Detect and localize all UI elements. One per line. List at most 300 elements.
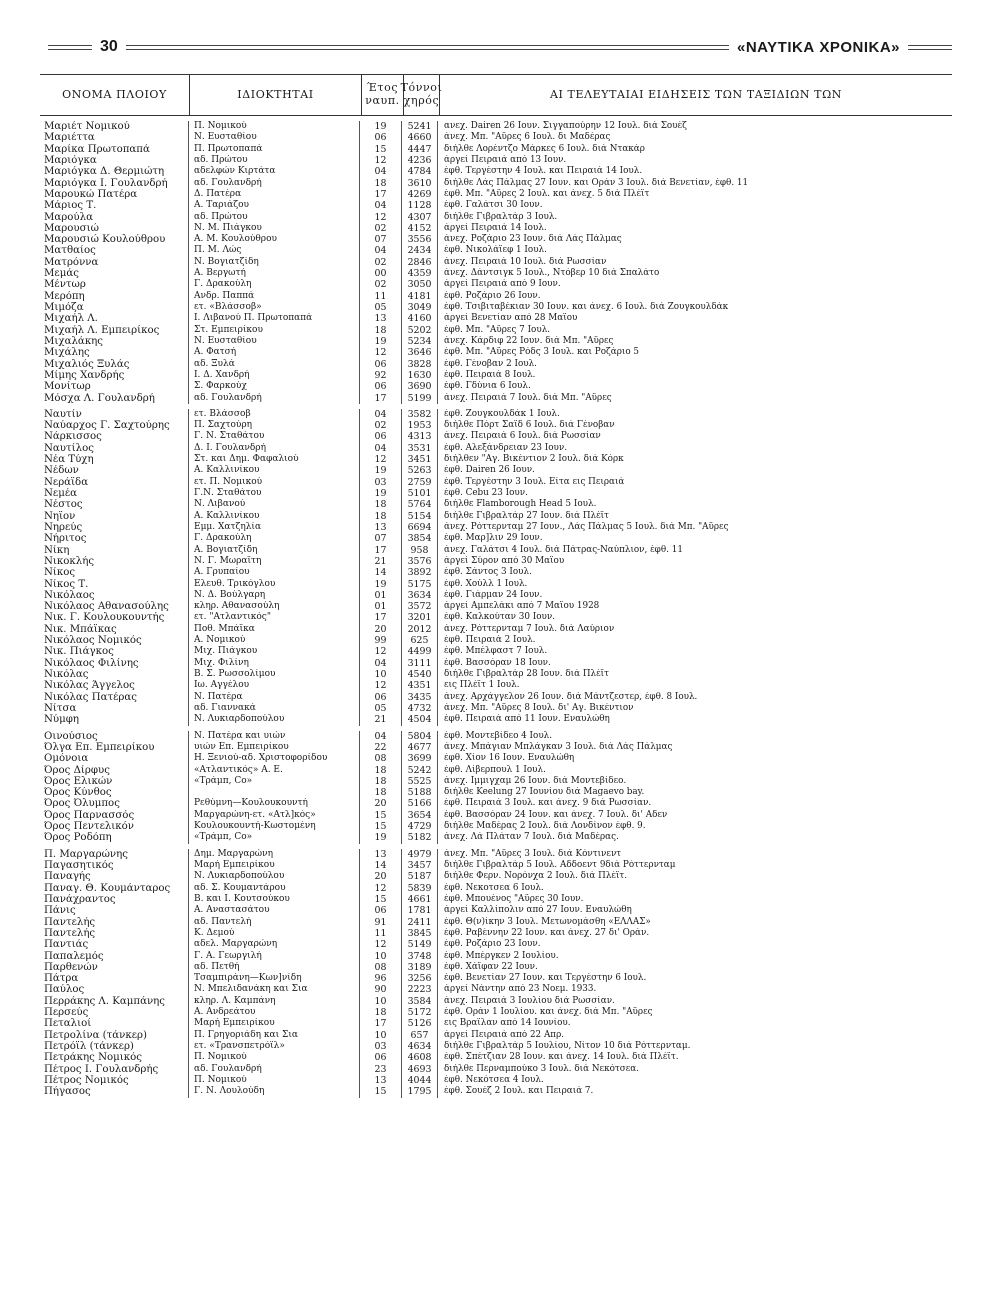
ship-name: Μόσχα Λ. Γουλανδρή — [40, 393, 189, 404]
year-built: 14 — [360, 860, 402, 871]
tonnage: 5188 — [402, 787, 438, 798]
year-built: 03 — [360, 477, 402, 488]
table-row — [40, 477, 952, 488]
latest-news: διήλθε Περναμπούκο 3 Ιουλ. διά Νεκότσεα. — [444, 1063, 640, 1074]
tonnage: 3584 — [402, 996, 438, 1007]
ship-name: Μαρουσιώ Κουλούθρου — [40, 234, 189, 245]
owner: Κ. Δεμού — [189, 928, 360, 939]
latest-news: έφθ. Τεργέστην 4 Ιουλ. και Πειραιά 14 Ιουλ. — [444, 166, 643, 177]
table-row — [40, 860, 952, 871]
table-row — [40, 692, 952, 703]
year-built: 17 — [360, 1018, 402, 1029]
table-row — [40, 268, 952, 279]
ship-name: Μαριέττα — [40, 132, 189, 143]
table-row — [40, 245, 952, 256]
year-built: 12 — [360, 454, 402, 465]
ship-name: Νίκη — [40, 545, 189, 556]
ship-name: Περράκης Λ. Καμπάνης — [40, 996, 189, 1007]
ship-name: Νηϊον — [40, 511, 189, 522]
ship-name: Όρος Κύνθος — [40, 787, 189, 798]
owner: Μαρή Εμπειρίκου — [189, 860, 360, 871]
owner: Γ. Ν. Λουλούδη — [189, 1086, 360, 1097]
latest-news: έφθ. Θ(ν)ίκην 3 Ιουλ. Μετωνομάσθη «ΕΛΛΑΣ» — [444, 916, 651, 927]
year-built: 10 — [360, 996, 402, 1007]
tonnage: 3435 — [402, 692, 438, 703]
year-built: 21 — [360, 714, 402, 725]
ship-name: Νικόλας Άγγελος — [40, 680, 189, 691]
tonnage: 4499 — [402, 646, 438, 657]
latest-news: άνεχ. Πειραιά 10 Ιουλ. διά Ρωσσίαν — [444, 256, 607, 267]
table-row — [40, 359, 952, 370]
owner: Π. Νομικού — [189, 1052, 360, 1063]
table-row — [40, 121, 952, 132]
ship-name: Ναυτίν — [40, 409, 189, 420]
year-built: 13 — [360, 1075, 402, 1086]
year-built: 19 — [360, 579, 402, 590]
owner: αδ. Γουλανδρή — [189, 178, 360, 189]
ship-name: Νικόλαος Νομικός — [40, 635, 189, 646]
latest-news: άργεί Νάντην από 23 Νοεμ. 1933. — [444, 984, 597, 995]
owner: αδ. Ξυλά — [189, 359, 360, 370]
ship-name: Μαριόγκα Δ. Θερμιώτη — [40, 166, 189, 177]
ship-name: Νικόλαος Φιλίνης — [40, 658, 189, 669]
year-built: 91 — [360, 917, 402, 928]
year-built: 14 — [360, 567, 402, 578]
year-built: 99 — [360, 635, 402, 646]
year-built: 12 — [360, 883, 402, 894]
latest-news: διήλθε Πόρτ Σαΐδ 6 Ιουλ. διά Γένοβαν — [444, 420, 615, 431]
table-row — [40, 787, 952, 798]
year-built: 01 — [360, 601, 402, 612]
owner: Α. Γρυπαίου — [189, 567, 360, 578]
owner: αδελφών Κιρτάτα — [189, 166, 360, 177]
table-row — [40, 545, 952, 556]
tonnage: 4693 — [402, 1064, 438, 1075]
ship-name: Νηρεύς — [40, 522, 189, 533]
tonnage: 5764 — [402, 499, 438, 510]
latest-news: έφθ. Λίβερπουλ 1 Ιουλ. — [444, 764, 546, 775]
year-built: 22 — [360, 742, 402, 753]
year-built: 04 — [360, 200, 402, 211]
owner: Δ. Ι. Γουλανδρή — [189, 443, 360, 454]
ship-name: Παπαλεμός — [40, 951, 189, 962]
latest-news: άνεχ. Πειραιά 3 Ιουλίου διά Ρωσσίαν. — [444, 995, 615, 1006]
year-built: 12 — [360, 212, 402, 223]
latest-news: έφθ. Μαρ]λιν 29 Ιουν. — [444, 533, 543, 544]
tonnage: 4634 — [402, 1041, 438, 1052]
table-row — [40, 499, 952, 510]
year-built: 06 — [360, 431, 402, 442]
owner — [189, 787, 360, 798]
latest-news: άνεχ. Γαλάτσι 4 Ιουλ. διά Πάτρας-Ναύπλιον, έφθ. 11 — [444, 544, 683, 555]
owner: Α. Φατσή — [189, 347, 360, 358]
ship-name: Νεμέα — [40, 488, 189, 499]
table-row — [40, 635, 952, 646]
table-row — [40, 776, 952, 787]
ship-name: Ομόνοια — [40, 753, 189, 764]
year-built: 07 — [360, 234, 402, 245]
ship-name: Νικοκλής — [40, 556, 189, 567]
owner: Γ. Δρακούλη — [189, 533, 360, 544]
owner: Στ. Εμπειρίκου — [189, 325, 360, 336]
table-row — [40, 810, 952, 821]
table-row — [40, 511, 952, 522]
tonnage: 3854 — [402, 533, 438, 544]
table-row — [40, 420, 952, 431]
table-row — [40, 1064, 952, 1075]
latest-news: διήλθε Γιβραλτάρ 27 Ιουν. διά Πλέϊτ — [444, 510, 609, 521]
ship-name: Νικ. Μπάϊκας — [40, 624, 189, 635]
ship-name: Παγασητικός — [40, 860, 189, 871]
year-built: 18 — [360, 1007, 402, 1018]
ship-name: Νίτσα — [40, 703, 189, 714]
owner: αδ. Παντελή — [189, 917, 360, 928]
table-row — [40, 279, 952, 290]
tonnage: 1128 — [402, 200, 438, 211]
latest-news: έφθ. Νικολάϊεφ 1 Ιουλ. — [444, 245, 547, 256]
latest-news: άργεί Σύρον από 30 Μαΐου — [444, 555, 565, 566]
tonnage: 5263 — [402, 465, 438, 476]
tonnage: 3556 — [402, 234, 438, 245]
tonnage: 5187 — [402, 871, 438, 882]
tonnage: 2759 — [402, 477, 438, 488]
owner: Γ. Ν. Σταθάτου — [189, 431, 360, 442]
owner: αδ. Γιαννακά — [189, 703, 360, 714]
tonnage: 3828 — [402, 359, 438, 370]
tonnage: 3610 — [402, 178, 438, 189]
tonnage: 5182 — [402, 832, 438, 843]
owner: Α. Ταριάζου — [189, 200, 360, 211]
year-built: 19 — [360, 121, 402, 132]
year-built: 18 — [360, 499, 402, 510]
table-row — [40, 917, 952, 928]
year-built: 04 — [360, 166, 402, 177]
tonnage: 5525 — [402, 776, 438, 787]
tonnage: 4661 — [402, 894, 438, 905]
ship-name: Μιμόζα — [40, 302, 189, 313]
table-row — [40, 973, 952, 984]
table-row — [40, 612, 952, 623]
tonnage: 657 — [402, 1030, 438, 1041]
table-row — [40, 753, 952, 764]
year-built: 10 — [360, 1030, 402, 1041]
ship-name: Μαρίκα Πρωτοπαπά — [40, 144, 189, 155]
year-built: 21 — [360, 556, 402, 567]
year-built: 17 — [360, 189, 402, 200]
table-row — [40, 905, 952, 916]
ship-name: Νικ. Γ. Κουλουκουντής — [40, 612, 189, 623]
year-built: 17 — [360, 393, 402, 404]
owner: «Τράμπ, Co» — [189, 776, 360, 787]
latest-news: άνεχ. Μπ. "Αϋρες 6 Ιουλ. δι Μαδέρας — [444, 132, 611, 143]
latest-news: έφθ. Σουέζ 2 Ιουλ. και Πειραιά 7. — [444, 1086, 594, 1097]
owner: Α. Μ. Κουλούθρου — [189, 234, 360, 245]
tonnage: 3748 — [402, 951, 438, 962]
tonnage: 3654 — [402, 810, 438, 821]
owner: Ν. Λυκιαρδοπούλου — [189, 714, 360, 725]
latest-news: έφθ. Βασσόραν 24 Ιουν. και άνεχ. 7 Ιουλ. δι' Αδεν — [444, 809, 668, 820]
owner: Ν. Ευσταθίου — [189, 132, 360, 143]
tonnage: 5126 — [402, 1018, 438, 1029]
table-row — [40, 393, 952, 404]
table-row — [40, 742, 952, 753]
ship-name: Πανάχραντος — [40, 894, 189, 905]
owner: Ν. Λιβανού — [189, 499, 360, 510]
owner: Β. Σ. Ρωσσολίμου — [189, 669, 360, 680]
ship-name: Μαριέτ Νομικού — [40, 121, 189, 132]
owner: Α. Αναστασάτου — [189, 905, 360, 916]
table-row — [40, 212, 952, 223]
owner: ετ. «Τρανσπετρόϊλ» — [189, 1041, 360, 1052]
latest-news: άνεχ. Μπ. "Αϋρες 8 Ιουλ. δι' Αγ. Βικέντιον — [444, 702, 634, 713]
owner: Ν. Λυκιαρδοπούλου — [189, 871, 360, 882]
latest-news: έφθ. Dairen 26 Ιουν. — [444, 465, 535, 476]
tonnage: 2846 — [402, 257, 438, 268]
table-row — [40, 465, 952, 476]
owner: αδ. Γουλανδρή — [189, 393, 360, 404]
year-built: 12 — [360, 646, 402, 657]
table-row — [40, 871, 952, 882]
year-built: 18 — [360, 511, 402, 522]
tonnage: 2434 — [402, 245, 438, 256]
latest-news: άνεχ. Κάρδιφ 22 Ιουν. διά Μπ. "Αϋρες — [444, 335, 614, 346]
ship-name: Μαρουκώ Πατέρα — [40, 189, 189, 200]
latest-news: ανεχ. Dairen 26 Ιουν. Σιγγαπούρην 12 Ιουλ. διά Σουέζ — [444, 121, 687, 131]
year-built: 15 — [360, 144, 402, 155]
tonnage: 3201 — [402, 612, 438, 623]
year-built: 04 — [360, 245, 402, 256]
table-header — [40, 74, 952, 116]
owner: Κουλουκουντή-Κωστομένη — [189, 821, 360, 832]
ship-name: Παναγ. Θ. Κουμάνταρος — [40, 883, 189, 894]
table-row — [40, 556, 952, 567]
latest-news: έφθ. Ροζάριο 23 Ιουν. — [444, 939, 541, 950]
owner: κληρ. Αθανασούλη — [189, 601, 360, 612]
table-row — [40, 928, 952, 939]
ship-name: Ματρόννα — [40, 257, 189, 268]
latest-news: διήλθε Γιβραλτάρ 5 Ιουλίου, Νίτον 10 διά Ρόττερνταμ. — [444, 1041, 691, 1051]
latest-news: έφθ. Μπουένος "Αϋρες 30 Ιουν. — [444, 893, 584, 904]
col-latest-news: ΑΙ ΤΕΛΕΥΤΑΙΑΙ ΕΙΔΗΣΕΙΣ ΤΩΝ ΤΑΞΙΔΙΩΝ ΤΩΝ — [549, 87, 843, 101]
ship-name: Μαριόγκα Ι. Γουλανδρή — [40, 178, 189, 189]
owner: Γ. Α. Γεωργιλή — [189, 951, 360, 962]
tonnage: 1795 — [402, 1086, 438, 1097]
ship-name: Πετρολίνα (τάνκερ) — [40, 1030, 189, 1041]
owner: Α. Καλλινίκου — [189, 465, 360, 476]
owner: αδ. Πρώτου — [189, 212, 360, 223]
year-built: 11 — [360, 291, 402, 302]
latest-news: έφθ. Χούλλ 1 Ιουλ. — [444, 578, 528, 589]
table-row — [40, 178, 952, 189]
latest-news: έφθ. Πειραιά 8 Ιουλ. — [444, 369, 536, 380]
latest-news: έφθ. Αλεξάνδρειαν 23 Ιουν. — [444, 442, 568, 453]
tonnage: 5172 — [402, 1007, 438, 1018]
owner: Δημ. Μαργαρώνη — [189, 849, 360, 860]
owner: ετ. Π. Νομικού — [189, 477, 360, 488]
year-built: 06 — [360, 1052, 402, 1063]
owner: Α. Νομικού — [189, 635, 360, 646]
latest-news: άργεί Καλλίπολιν από 27 Ιουν. Εναυλώθη — [444, 905, 632, 916]
tonnage: 4504 — [402, 714, 438, 725]
table-row — [40, 291, 952, 302]
table-row — [40, 166, 952, 177]
table-row — [40, 996, 952, 1007]
latest-news: άνεχ. Ρόττερνταμ 7 Ιουλ. διά Λαύριον — [444, 623, 615, 634]
owner: Ρεθύμνη—Κουλουκουντή — [189, 798, 360, 809]
owner: Α. Ανδρεάτου — [189, 1007, 360, 1018]
latest-news: άνεχ. Πειραιά 7 Ιουλ. διά Μπ. "Αϋρες — [444, 392, 612, 403]
year-built: 18 — [360, 776, 402, 787]
table-row — [40, 731, 952, 742]
latest-news: διήλθε Keelung 27 Ιουνίου διά Magaevo bay. — [444, 787, 645, 798]
tonnage: 3050 — [402, 279, 438, 290]
latest-news: διήλθε Μαδέρας 2 Ιουλ. διά Λονδίνον έφθ. 9. — [444, 821, 646, 832]
year-built: 04 — [360, 731, 402, 742]
owner: Ν. Ευσταθίου — [189, 336, 360, 347]
ship-name: Όρος Δίρφυς — [40, 765, 189, 776]
latest-news: άνεχ. Αρχάγγελον 26 Ιουν. διά Μάντζεστερ, έφθ. 8 Ιουλ. — [444, 691, 698, 702]
tonnage: 4660 — [402, 132, 438, 143]
ship-name: Μαριόγκα — [40, 155, 189, 166]
ship-name: Παντελής — [40, 917, 189, 928]
tonnage: 5101 — [402, 488, 438, 499]
owner: αδελ. Μαργαρώνη — [189, 939, 360, 950]
year-built: 96 — [360, 973, 402, 984]
latest-news: έφθ. Μπ. "Αϋρες 2 Ιουλ. και άνεχ. 5 διά Πλέϊτ — [444, 188, 650, 199]
table-row — [40, 658, 952, 669]
year-built: 20 — [360, 871, 402, 882]
owner: Π. Σαχτούρη — [189, 420, 360, 431]
table-row — [40, 590, 952, 601]
table-row — [40, 381, 952, 392]
ship-name: Μιχαήλ Λ. Εμπειρίκος — [40, 325, 189, 336]
year-built: 02 — [360, 257, 402, 268]
page-number: 30 — [100, 38, 118, 55]
latest-news: άνεχ. Μπάγιαν Μπλάγκαν 3 Ιουλ. διά Λάς Πάλμας — [444, 741, 673, 752]
table-row — [40, 257, 952, 268]
tonnage: 2012 — [402, 624, 438, 635]
latest-news: έφθ. Νεκότσεα 4 Ιουλ. — [444, 1074, 544, 1085]
col-year-line2: ναυπ. — [365, 94, 400, 107]
ship-name: Πάτρα — [40, 973, 189, 984]
tonnage: 5154 — [402, 511, 438, 522]
table-row — [40, 370, 952, 381]
owner: Δ. Πατέρα — [189, 189, 360, 200]
tonnage: 4979 — [402, 849, 438, 860]
owner: Π. Νομικού — [189, 121, 360, 132]
tonnage: 4784 — [402, 166, 438, 177]
year-built: 18 — [360, 765, 402, 776]
table-row — [40, 1086, 952, 1097]
table-row — [40, 646, 952, 657]
year-built: 19 — [360, 832, 402, 843]
latest-news: έφθ. Μπ. "Αϋρες Ρόδς 3 Ιουλ. και Ροζάριο 5 — [444, 347, 640, 358]
owner: Ελευθ. Τρικόγλου — [189, 579, 360, 590]
table-row — [40, 144, 952, 155]
owner: Ν. Μπελιδανάκη και Σια — [189, 984, 360, 995]
table-row — [40, 821, 952, 832]
latest-news: έφθ. Βενετίαν 27 Ιουν. και Τεργέστην 6 Ιουλ. — [444, 973, 647, 984]
tonnage: 3189 — [402, 962, 438, 973]
ship-name: Νάρκισσος — [40, 431, 189, 442]
table-row — [40, 894, 952, 905]
owner: Ι. Λιβανού Π. Πρωτοπαπά — [189, 313, 360, 324]
year-built: 05 — [360, 302, 402, 313]
owner: αδ. Σ. Κουμαντάρου — [189, 883, 360, 894]
ship-name: Μεμάς — [40, 268, 189, 279]
table-row — [40, 155, 952, 166]
owner: Ν. Βογιατζίδη — [189, 257, 360, 268]
latest-news: διήλθε Λάς Πάλμας 27 Ιουν. και Οράν 3 Ιουλ. διά Βενετίαν, έφθ. 11 — [444, 177, 749, 188]
tonnage: 5804 — [402, 731, 438, 742]
year-built: 04 — [360, 409, 402, 420]
latest-news: έφθ. Γένοβαν 2 Ιουλ. — [444, 358, 537, 369]
tonnage: 4181 — [402, 291, 438, 302]
latest-news: έφθ. Χίον 16 Ιουν. Εναυλώθη — [444, 753, 575, 764]
latest-news: διήλθεν "Αγ. Βικέντιον 2 Ιουλ. διά Κόρκ — [444, 454, 624, 465]
ship-name: Μιχαήλ Λ. — [40, 313, 189, 324]
year-built: 18 — [360, 178, 402, 189]
tonnage: 3582 — [402, 409, 438, 420]
table-row — [40, 883, 952, 894]
table-body — [40, 121, 952, 1098]
year-built: 05 — [360, 703, 402, 714]
ship-name: Νικόλαος Αθανασούλης — [40, 601, 189, 612]
latest-news: έφθ. Μπέργκεν 2 Ιουλίου. — [444, 950, 559, 961]
ship-name: Νικόλας Πατέρας — [40, 692, 189, 703]
table-row — [40, 223, 952, 234]
latest-news: έφθ. Ροζάριο 26 Ιουν. — [444, 290, 541, 301]
ship-name: Πεταλιοί — [40, 1018, 189, 1029]
latest-news: έφθ. Γιάρμαν 24 Ιουν. — [444, 589, 543, 600]
ship-name: Πάνις — [40, 905, 189, 916]
owner: Σ. Φαρκούχ — [189, 381, 360, 392]
latest-news: εις Βραΐλαν από 14 Ιουνίου. — [444, 1018, 571, 1029]
year-built: 20 — [360, 624, 402, 635]
year-built: 23 — [360, 1064, 402, 1075]
tonnage: 1781 — [402, 905, 438, 916]
year-built: 19 — [360, 336, 402, 347]
year-built: 17 — [360, 545, 402, 556]
tonnage: 5199 — [402, 393, 438, 404]
table-row — [40, 1075, 952, 1086]
owner: Ν. Πατέρα και υιών — [189, 731, 360, 742]
header-rule-right — [908, 45, 952, 50]
tonnage: 5242 — [402, 765, 438, 776]
ship-name: Νικ. Πιάγκος — [40, 646, 189, 657]
year-built: 12 — [360, 680, 402, 691]
year-built: 20 — [360, 798, 402, 809]
latest-news: έφθ. Μπ. "Αϋρες 7 Ιουλ. — [444, 324, 551, 335]
table-row — [40, 939, 952, 950]
year-built: 18 — [360, 787, 402, 798]
tonnage: 4044 — [402, 1075, 438, 1086]
ship-name: Νεράϊδα — [40, 477, 189, 488]
ship-name: Νήριτος — [40, 533, 189, 544]
ship-name: Ματθαίος — [40, 245, 189, 256]
table-row — [40, 347, 952, 358]
tonnage: 4307 — [402, 212, 438, 223]
tonnage: 4677 — [402, 742, 438, 753]
owner: Π. Γρηγοριάδη και Σια — [189, 1030, 360, 1041]
tonnage: 4540 — [402, 669, 438, 680]
tonnage: 4729 — [402, 821, 438, 832]
year-built: 12 — [360, 939, 402, 950]
year-built: 04 — [360, 443, 402, 454]
tonnage: 3457 — [402, 860, 438, 871]
owner: «Τράμπ, Co» — [189, 832, 360, 843]
col-tons-line2: χηρός — [403, 94, 440, 107]
